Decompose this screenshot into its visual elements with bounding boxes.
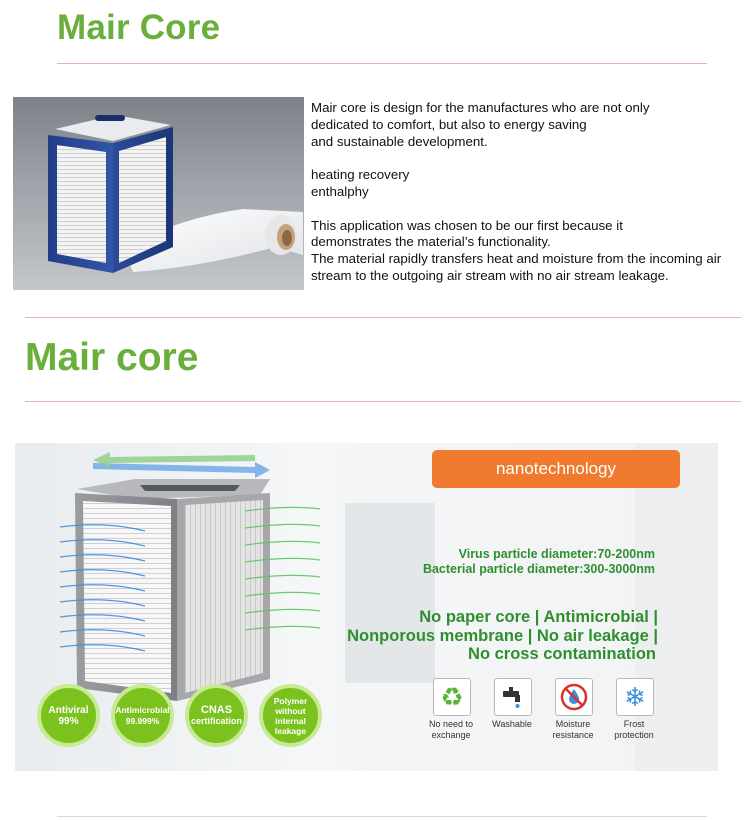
description-line: This application was chosen to be our first because it	[311, 217, 623, 233]
description-line: Mair core is design for the manufactures who are not only	[311, 100, 650, 115]
badge-text: Polymer	[273, 695, 308, 706]
section-title-mair-core-2: Mair core	[25, 336, 199, 379]
badge-text: Antiviral	[48, 704, 89, 716]
badge-text: internal	[275, 715, 306, 726]
faucet-icon	[494, 678, 532, 716]
feature-label	[482, 719, 542, 730]
feature-label-line: Washable	[492, 719, 532, 729]
feature-label-line: exchange	[431, 730, 471, 740]
badge-text: Antimicrobial	[115, 704, 170, 715]
feature-line: Nonporous membrane | No air leakage |	[347, 627, 658, 645]
badge-text: certification	[190, 715, 242, 726]
badge-text: CNAS	[200, 703, 233, 716]
divider	[25, 317, 741, 318]
feature-label	[604, 719, 664, 741]
description-line: The material rapidly transfers heat and moisture from the incoming air	[311, 251, 722, 267]
recycle-icon: ♻	[433, 678, 471, 716]
infographic-banner	[15, 443, 718, 771]
feature-label	[421, 719, 481, 741]
badge-antiviral	[37, 684, 100, 747]
feature-label-line: resistance	[552, 730, 594, 740]
snowflake-icon: ❄	[616, 678, 654, 716]
section-title-mair-core: Mair Core	[57, 8, 221, 47]
badge-polymer	[259, 684, 322, 747]
divider	[25, 401, 741, 402]
badge-cnas	[185, 684, 248, 747]
badge-text: 99%	[58, 715, 79, 727]
description-line: demonstrates the material’s functionality.	[311, 234, 551, 250]
feature-label-line: Frost	[623, 719, 645, 729]
product-photo	[13, 97, 304, 290]
feature-enthalpy: enthalphy	[311, 183, 369, 199]
feature-label-line: No need to	[428, 719, 474, 729]
nanotechnology-label: nanotechnology	[432, 450, 680, 488]
description-line: stream to the outgoing air stream with no air stream leakage.	[311, 267, 669, 283]
mair-core-illustration	[13, 97, 304, 290]
spec-bacteria: Bacterial particle diameter:300-3000nm	[422, 562, 655, 576]
no-moisture-icon	[555, 678, 593, 716]
badge-antimicrobial	[111, 684, 174, 747]
feature-label-line: protection	[614, 730, 654, 740]
feature-heating-recovery: heating recovery	[311, 167, 410, 183]
spec-virus: Virus particle diameter:70-200nm	[458, 547, 655, 561]
feature-line: No paper core | Antimicrobial |	[419, 608, 658, 626]
feature-label	[543, 719, 603, 741]
badge-text: leakage	[274, 725, 307, 736]
feature-line: No cross contamination	[468, 645, 656, 663]
badge-text: 99.999%	[125, 715, 160, 726]
description-line: and sustainable development.	[311, 133, 488, 149]
feature-label-line: Moisture	[555, 719, 591, 729]
description-text	[311, 100, 747, 285]
divider	[57, 63, 707, 64]
description-line: dedicated to comfort, but also to energy saving	[311, 116, 587, 132]
divider	[57, 816, 707, 817]
badge-text: without	[275, 705, 306, 716]
